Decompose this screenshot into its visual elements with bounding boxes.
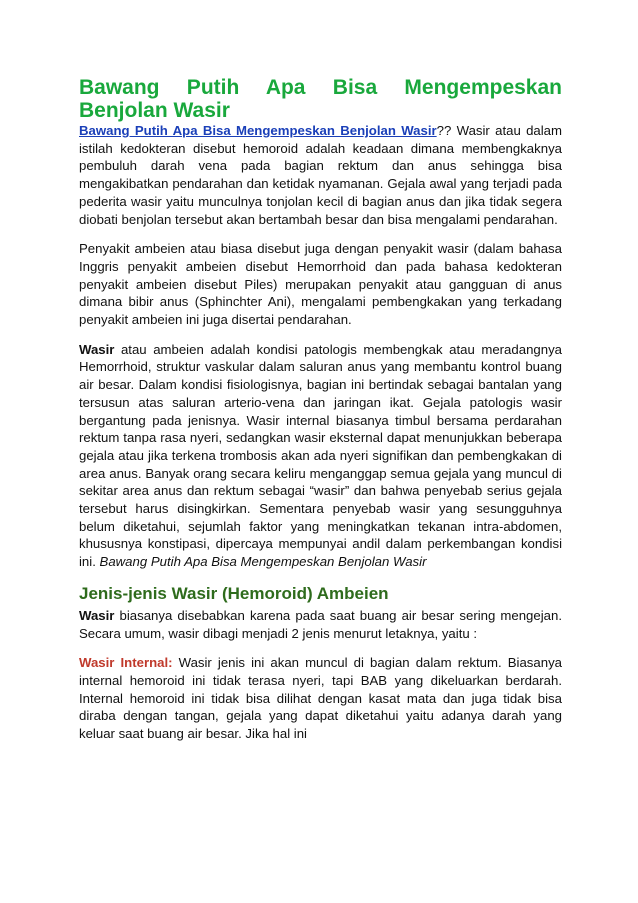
paragraph-ambeien-text: Penyakit ambeien atau biasa disebut juga dengan penyakit wasir (dalam bahasa Inggris penyakit ambeien disebut Hemorrhoid dan pada bahasa kedokteran penyakit ambeien disebut Piles) merupakan penyakit atau gangguan di anus dimana bibir anus (Sphinchter Ani), mengalami pembengkakan yang terkadang penyakit ambeien ini juga disertai pendarahan. — [79, 241, 562, 328]
paragraph-types — [79, 607, 562, 642]
paragraph-internal-text: Wasir jenis ini akan muncul di bagian dalam rektum. Biasanya internal hemoroid ini tidak terasa nyeri, tapi BAB yang dikeluarkan berdarah. Internal hemoroid ini tidak bisa dilihat dengan kasat mata dan juga tidak bisa diraba dengan tangan, gejala yang dapat diketahui yaitu adanya darah yang keluar saat buang air besar. Jika hal ini — [79, 655, 562, 742]
paragraph-ambeien — [79, 240, 562, 329]
wasir-bold-term: Wasir — [79, 341, 115, 357]
types-bold-term: Wasir — [79, 607, 115, 623]
paragraph-types-text: biasanya disebabkan karena pada saat buang air besar sering mengejan. Secara umum, wasir dibagi menjadi 2 jenis menurut letaknya, yaitu : — [79, 607, 562, 641]
page-title-line1: Bawang Putih Apa Bisa Mengempeskan — [79, 76, 562, 99]
paragraph-wasir-italic: Bawang Putih Apa Bisa Mengempeskan Benjolan Wasir — [99, 554, 427, 570]
section-heading: Jenis-jenis Wasir (Hemoroid) Ambeien — [79, 583, 389, 603]
internal-label: Wasir Internal: — [79, 655, 173, 671]
paragraph-intro — [79, 122, 562, 228]
page-title-line2: Benjolan Wasir — [79, 99, 230, 122]
document-page — [79, 76, 562, 755]
article-link[interactable]: Bawang Putih Apa Bisa Mengempeskan Benjolan Wasir — [79, 123, 437, 138]
paragraph-internal — [79, 654, 562, 743]
paragraph-wasir-definition — [79, 341, 562, 571]
page-title — [79, 76, 562, 122]
paragraph-intro-text: ?? Wasir atau dalam istilah kedokteran disebut hemoroid adalah keadaan dimana membengkaknya pembuluh darah vena pada bagian rektum dan anus sehingga bisa mengakibatkan pendarahan dan ketidak nyamanan. Gejala awal yang terjadi pada pederita wasir yaitu munculnya tonjolan kecil di bagian anus dan jika tidak segera diobati benjolan tersebut akan bertambah besar dan bisa mengalami pendarahan. — [79, 123, 562, 227]
paragraph-wasir-text: atau ambeien adalah kondisi patologis membengkak atau meradangnya Hemorrhoid, struktur vaskular dalam saluran anus yang membantu kontrol buang air besar. Dalam kondisi fisiologisnya, bagian ini bertindak sebagai bantalan yang tersusun atas saluran arterio-vena dan jaringan ikat. Gejala patologis wasir bergantung pada jenisnya. Wasir internal biasanya timbul bersama perdarahan rektum tanpa rasa nyeri, sedangkan wasir eksternal dapat menunjukkan beberapa gejala atau jika terkena trombosis akan ada nyeri signifikan dan pembengkakan di area anus. Banyak orang secara keliru menganggap semua gejala yang muncul di sekitar area anus dan rektum sebagai “wasir” dan bahwa penyebab serius gejala tersebut harus disingkirkan. Sementara penyebab wasir yang sesungguhnya belum diketahui, sejumlah faktor yang meningkatkan tekanan intra-abdomen, khususnya konstipasi, dipercaya mempunyai andil dalam perkembangan kondisi ini. — [79, 341, 562, 570]
